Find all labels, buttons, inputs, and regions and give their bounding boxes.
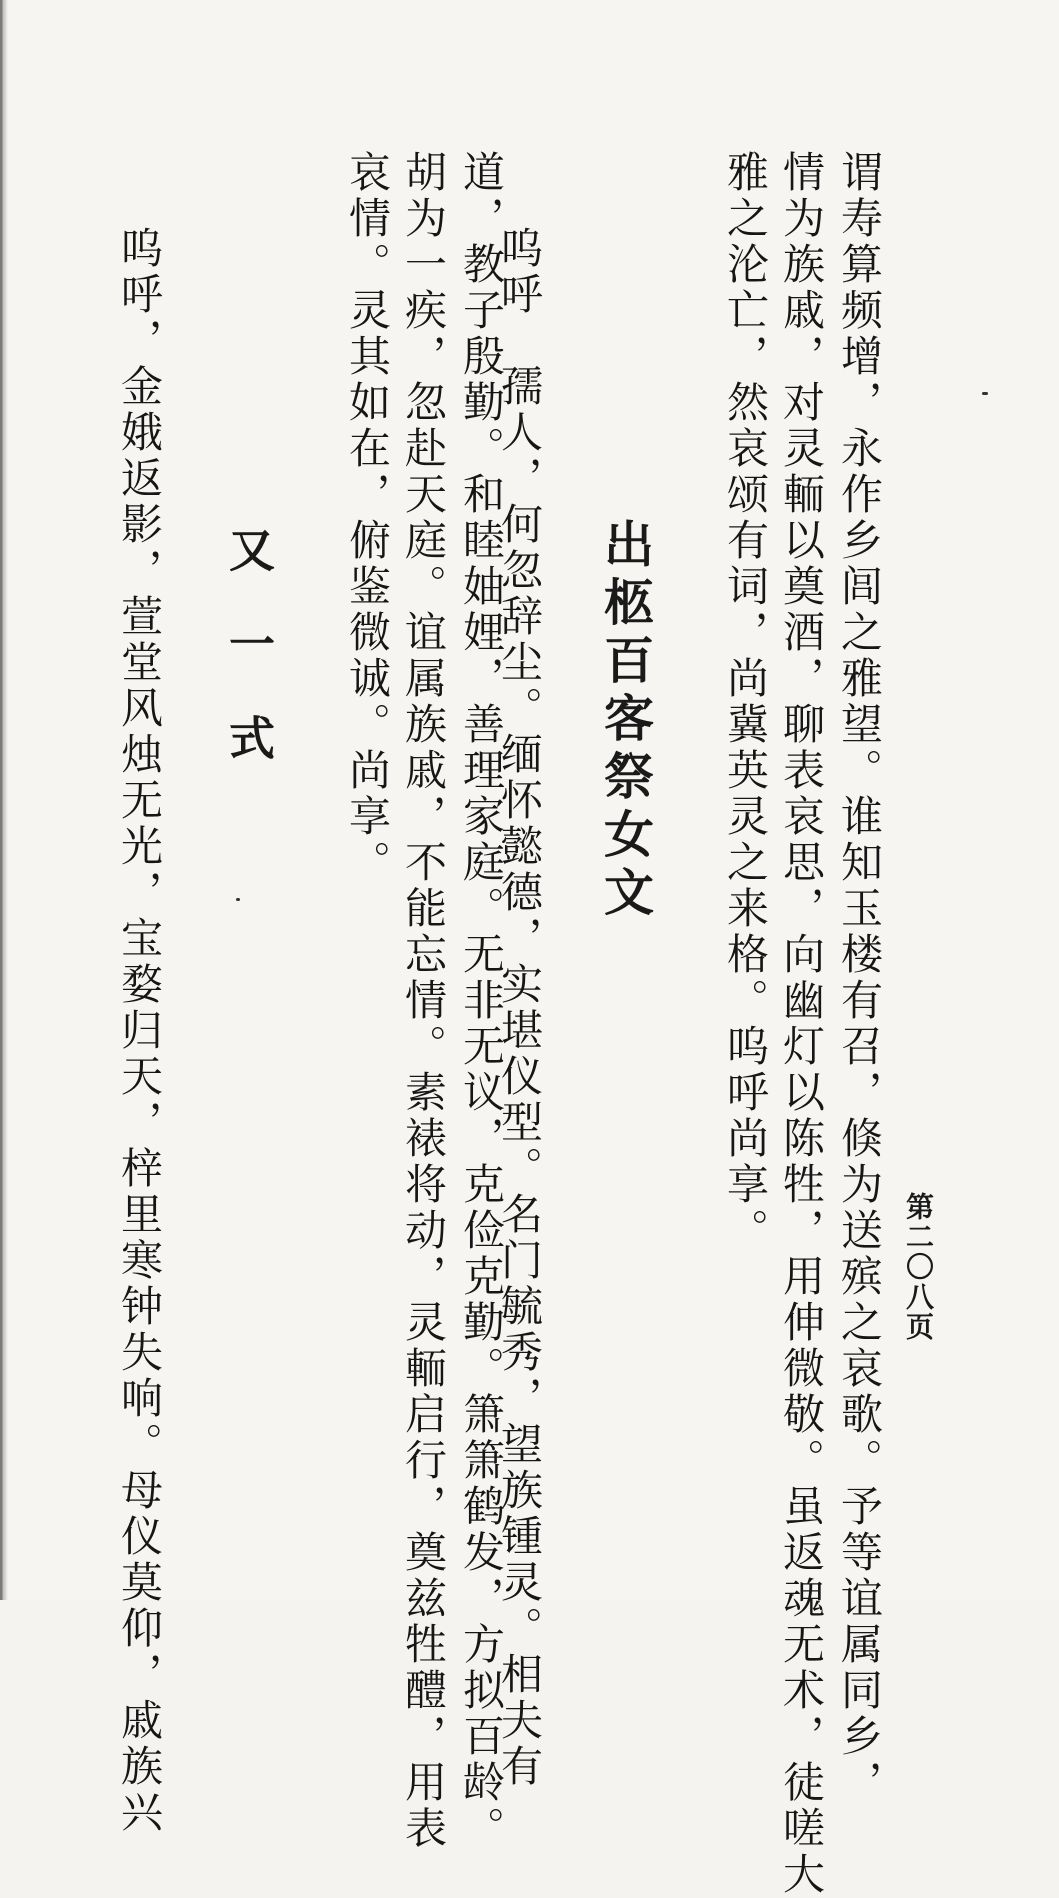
scan-speck: [236, 898, 240, 901]
scan-speck: [982, 392, 988, 395]
page-number: 第二〇八页: [902, 1192, 935, 1342]
prev-passage-line-3: 雅之沦亡，然哀颂有词，尚冀英灵之来格。呜呼尚享。: [721, 150, 770, 1254]
section2-title: 又一式: [222, 526, 276, 808]
section1-line-4: 哀情。灵其如在，俯鉴微诚。尚享。: [343, 150, 392, 886]
scan-edge-shadow: [0, 0, 8, 1600]
prev-passage-line-1: 谓寿算频增，永作乡闾之雅望。谁知玉楼有召，倏为送殡之哀歌。予等谊属同乡，: [835, 150, 884, 1806]
section-title: 出柩百客祭女文: [596, 518, 654, 924]
section2-line-1: 呜呼，金娥返影，萱堂风烛无光，宝婺归天，梓里寒钟失响。母仪莫仰，戚族兴: [115, 226, 164, 1836]
prev-passage-line-2: 情为族戚，对灵輀以奠酒，聊表哀思，向幽灯以陈牲，用伸微敬。虽返魂无术，徒嗟大: [777, 150, 826, 1898]
section1-line-2: 道，教子殷勤。和睦妯娌，善理家庭。无非无议，克俭克勤。箫箫鹤发，方拟百龄。: [457, 150, 506, 1852]
section1-line-1: 呜呼 孺人，何忽辞尘。缅怀懿德，实堪仪型。名门毓秀，望族锺灵。相夫有: [495, 226, 544, 1790]
section1-line-3: 胡为一疾，忽赴天庭。谊属族戚，不能忘情。素裱将动，灵輀启行，奠兹牲醴，用表: [399, 150, 448, 1852]
